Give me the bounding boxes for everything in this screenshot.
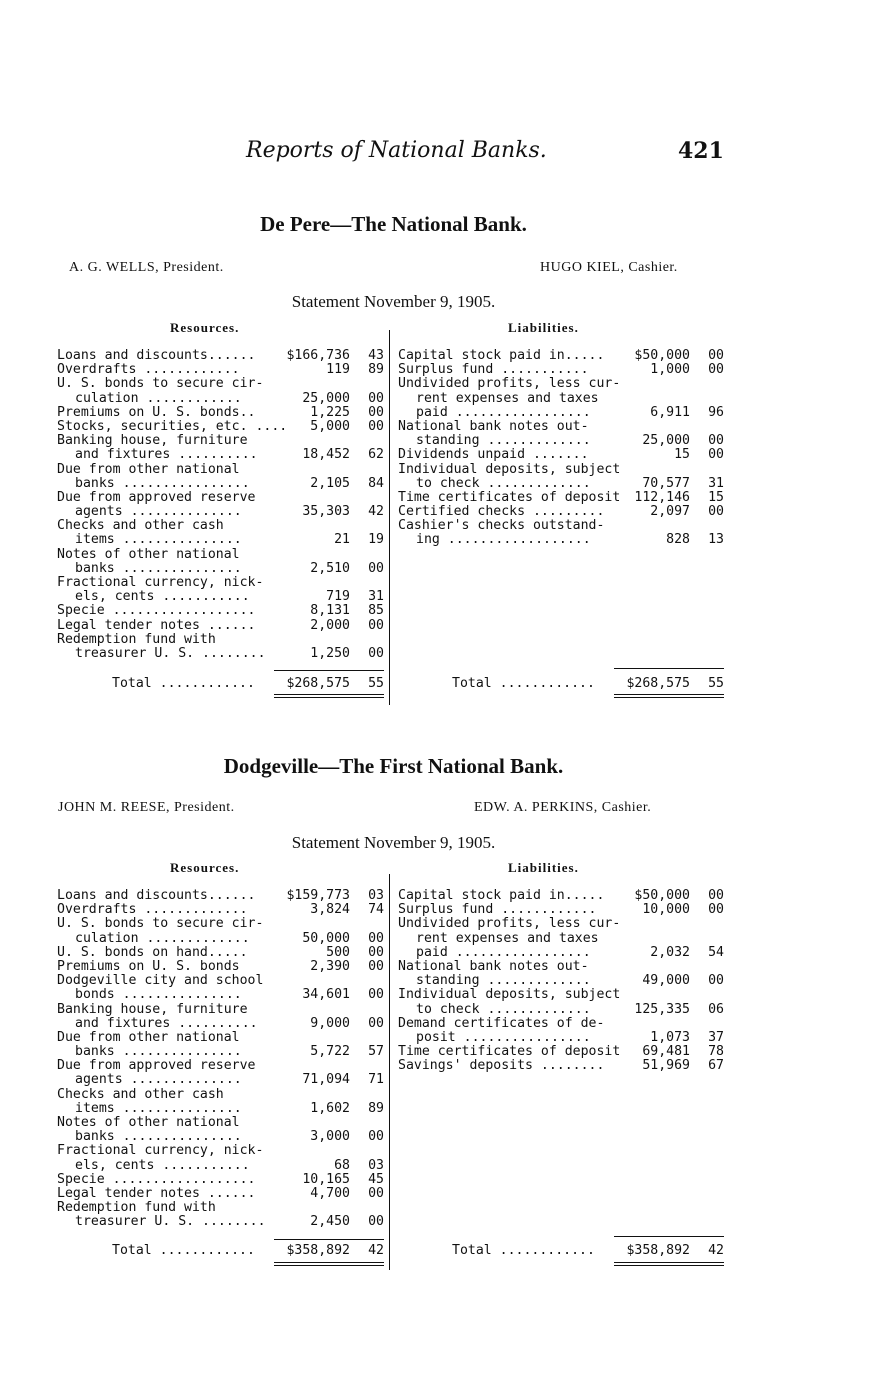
ledger-row xyxy=(57,1187,384,1201)
ledger-row xyxy=(57,562,384,576)
total-double-rule xyxy=(274,694,384,698)
total-cents: 55 xyxy=(368,676,384,691)
item-cents: 00 xyxy=(708,362,724,378)
item-cents: 00 xyxy=(368,987,384,1003)
item-amount: 18,452 xyxy=(302,447,350,463)
ledger-row xyxy=(57,988,384,1002)
resources-list xyxy=(57,889,384,1230)
ledger-row xyxy=(398,420,724,434)
ledger-row xyxy=(398,960,724,974)
item-amount: 1,073 xyxy=(650,1029,690,1045)
ledger-row xyxy=(57,604,384,618)
total-label: Total ............ xyxy=(112,1243,255,1258)
item-amount: 2,105 xyxy=(310,475,350,491)
item-cents: 00 xyxy=(368,418,384,434)
ledger-row xyxy=(57,647,384,661)
ledger-row xyxy=(57,1116,384,1130)
item-cents: 00 xyxy=(708,348,724,363)
item-amount: 5,722 xyxy=(310,1044,350,1060)
item-label: Individual deposits, subject xyxy=(398,461,621,477)
item-label: culation ............ xyxy=(75,390,242,406)
item-label: paid ................. xyxy=(416,404,591,420)
item-amount: $159,773 xyxy=(286,888,350,903)
item-label: rent expenses and taxes xyxy=(416,390,599,406)
item-cents: 00 xyxy=(708,888,724,903)
item-cents: 78 xyxy=(708,1044,724,1060)
total-cents: 55 xyxy=(708,676,724,691)
cashier-name: EDW. A. PERKINS, Cashier. xyxy=(474,800,652,815)
cashier-name: HUGO KIEL, Cashier. xyxy=(540,260,678,275)
total-amount: $268,575 xyxy=(286,676,350,691)
ledger-row xyxy=(57,463,384,477)
item-label: Legal tender notes ...... xyxy=(57,617,256,633)
item-cents: 00 xyxy=(368,390,384,406)
total-amount: $268,575 xyxy=(626,676,690,691)
ledger-row xyxy=(57,1073,384,1087)
item-amount: 68 xyxy=(334,1157,350,1173)
statement-date: Statement November 9, 1905. xyxy=(291,292,496,311)
ledger-row xyxy=(57,406,384,420)
item-cents: 00 xyxy=(368,1214,384,1230)
ledger-row xyxy=(398,491,724,505)
item-label: treasurer U. S. ........ xyxy=(75,1214,266,1230)
item-label: items ............... xyxy=(75,1100,242,1116)
item-label: Undivided profits, less cur- xyxy=(398,916,621,932)
ledger-row xyxy=(57,889,384,903)
item-label: banks ................ xyxy=(75,475,250,491)
item-cents: 00 xyxy=(708,504,724,520)
item-label: Capital stock paid in..... xyxy=(398,348,605,363)
ledger-row xyxy=(398,889,724,903)
ledger-row xyxy=(57,434,384,448)
item-amount: 10,165 xyxy=(302,1171,350,1187)
item-amount: $50,000 xyxy=(634,888,690,903)
item-label: and fixtures .......... xyxy=(75,1015,258,1031)
item-amount: 25,000 xyxy=(642,433,690,449)
ledger-row xyxy=(398,363,724,377)
bank-title: Dodgeville—The First National Bank. xyxy=(223,754,564,778)
total-label: Total ............ xyxy=(452,1243,595,1258)
item-label: Savings' deposits ........ xyxy=(398,1058,605,1074)
item-label: National bank notes out- xyxy=(398,418,589,434)
item-label: Stocks, securities, etc. .... xyxy=(57,418,288,434)
ledger-row xyxy=(57,477,384,491)
item-label: Overdrafts ............. xyxy=(57,902,248,918)
item-cents: 45 xyxy=(368,1171,384,1187)
item-amount: 1,250 xyxy=(310,645,350,661)
item-amount: 71,094 xyxy=(302,1072,350,1088)
item-amount: 2,097 xyxy=(650,504,690,520)
item-cents: 71 xyxy=(368,1072,384,1088)
item-label: Premiums on U. S. bonds xyxy=(57,958,240,974)
item-cents: 96 xyxy=(708,404,724,420)
item-label: Checks and other cash xyxy=(57,518,224,534)
ledger-row xyxy=(398,519,724,533)
president-name: JOHN M. REESE, President. xyxy=(58,800,235,815)
item-amount: 35,303 xyxy=(302,504,350,520)
page-header xyxy=(0,138,887,168)
item-cents: 00 xyxy=(708,902,724,918)
item-cents: 00 xyxy=(368,944,384,960)
ledger-row xyxy=(398,1031,724,1045)
item-label: Due from approved reserve xyxy=(57,489,256,505)
ledger-row xyxy=(57,619,384,633)
item-cents: 15 xyxy=(708,489,724,505)
item-cents: 85 xyxy=(368,603,384,619)
ledger-row xyxy=(398,448,724,462)
item-label: Specie .................. xyxy=(57,1171,256,1187)
item-label: Notes of other national xyxy=(57,546,240,562)
item-cents: 00 xyxy=(368,617,384,633)
ledger-row xyxy=(57,932,384,946)
item-label: Specie .................. xyxy=(57,603,256,619)
item-label: els, cents ........... xyxy=(75,1157,250,1173)
item-label: Dividends unpaid ....... xyxy=(398,447,589,463)
item-label: rent expenses and taxes xyxy=(416,930,599,946)
item-cents: 00 xyxy=(368,958,384,974)
item-cents: 06 xyxy=(708,1001,724,1017)
item-amount: 9,000 xyxy=(310,1015,350,1031)
item-cents: 31 xyxy=(708,475,724,491)
item-amount: 21 xyxy=(334,532,350,548)
item-cents: 00 xyxy=(368,1015,384,1031)
item-cents: 00 xyxy=(368,560,384,576)
item-amount: 34,601 xyxy=(302,987,350,1003)
ledger-row xyxy=(57,917,384,931)
item-cents: 00 xyxy=(368,930,384,946)
item-cents: 89 xyxy=(368,362,384,378)
item-label: Due from other national xyxy=(57,461,240,477)
ledger-row xyxy=(57,420,384,434)
item-cents: 43 xyxy=(368,348,384,363)
ledger-row xyxy=(57,1102,384,1116)
item-cents: 54 xyxy=(708,944,724,960)
total-double-rule xyxy=(614,694,724,698)
total-double-rule xyxy=(614,1262,724,1266)
ledger-row xyxy=(398,434,724,448)
item-cents: 42 xyxy=(368,504,384,520)
item-label: Capital stock paid in..... xyxy=(398,888,605,903)
item-amount: 10,000 xyxy=(642,902,690,918)
item-label: Fractional currency, nick- xyxy=(57,1143,264,1159)
item-label: U. S. bonds on hand..... xyxy=(57,944,248,960)
item-label: bonds ............... xyxy=(75,987,242,1003)
column-divider xyxy=(389,874,390,1270)
item-cents: 00 xyxy=(708,433,724,449)
ledger-row xyxy=(398,392,724,406)
item-amount: 5,000 xyxy=(310,418,350,434)
liabilities-heading: Liabilities. xyxy=(508,320,579,335)
ledger-row xyxy=(57,960,384,974)
resources-heading: Resources. xyxy=(170,860,240,875)
item-label: posit ................ xyxy=(416,1029,591,1045)
item-amount: 4,700 xyxy=(310,1185,350,1201)
ledger-row xyxy=(57,548,384,562)
item-label: Redemption fund with xyxy=(57,631,216,647)
item-cents: 00 xyxy=(708,447,724,463)
ledger-row xyxy=(57,533,384,547)
item-amount: 3,000 xyxy=(310,1129,350,1145)
item-cents: 74 xyxy=(368,902,384,918)
total-rule xyxy=(614,1236,724,1237)
item-amount: 719 xyxy=(326,589,350,605)
item-amount: 8,131 xyxy=(310,603,350,619)
item-cents: 13 xyxy=(708,532,724,548)
item-label: and fixtures .......... xyxy=(75,447,258,463)
item-cents: 19 xyxy=(368,532,384,548)
item-amount: 6,911 xyxy=(650,404,690,420)
item-amount: 112,146 xyxy=(634,489,690,505)
ledger-row xyxy=(57,519,384,533)
item-cents: 57 xyxy=(368,1044,384,1060)
item-amount: 2,000 xyxy=(310,617,350,633)
item-label: Loans and discounts...... xyxy=(57,348,256,363)
item-cents: 00 xyxy=(708,973,724,989)
resources-list xyxy=(57,349,384,661)
item-label: Banking house, furniture xyxy=(57,1001,248,1017)
item-amount: 2,510 xyxy=(310,560,350,576)
item-label: standing ............. xyxy=(416,433,591,449)
resources-heading: Resources. xyxy=(170,320,240,335)
item-label: standing ............. xyxy=(416,973,591,989)
item-cents: 84 xyxy=(368,475,384,491)
ledger-row xyxy=(57,1031,384,1045)
item-label: to check ............. xyxy=(416,1001,591,1017)
item-amount: 2,390 xyxy=(310,958,350,974)
item-label: paid ................. xyxy=(416,944,591,960)
total-double-rule xyxy=(274,1262,384,1266)
total-amount: $358,892 xyxy=(286,1243,350,1258)
ledger-row xyxy=(57,590,384,604)
ledger-row xyxy=(57,903,384,917)
item-amount: 70,577 xyxy=(642,475,690,491)
statement-date: Statement November 9, 1905. xyxy=(291,833,496,852)
item-amount: 2,450 xyxy=(310,1214,350,1230)
item-amount: 3,824 xyxy=(310,902,350,918)
item-label: Demand certificates of de- xyxy=(398,1015,605,1031)
item-amount: 2,032 xyxy=(650,944,690,960)
ledger-row xyxy=(398,505,724,519)
item-label: Certified checks ......... xyxy=(398,504,605,520)
total-rule xyxy=(614,668,724,669)
ledger-row xyxy=(57,633,384,647)
item-label: U. S. bonds to secure cir- xyxy=(57,376,264,392)
item-cents: 37 xyxy=(708,1029,724,1045)
item-cents: 62 xyxy=(368,447,384,463)
item-amount: 15 xyxy=(674,447,690,463)
item-amount: 1,602 xyxy=(310,1100,350,1116)
ledger-row xyxy=(398,377,724,391)
item-label: Fractional currency, nick- xyxy=(57,575,264,590)
liabilities-list xyxy=(398,889,724,1073)
ledger-row xyxy=(398,974,724,988)
ledger-row xyxy=(57,1215,384,1229)
ledger-row xyxy=(57,946,384,960)
ledger-row xyxy=(57,1144,384,1158)
ledger-row xyxy=(57,974,384,988)
item-label: Redemption fund with xyxy=(57,1200,216,1216)
item-amount: 1,225 xyxy=(310,404,350,420)
item-cents: 00 xyxy=(368,404,384,420)
item-label: banks ............... xyxy=(75,1129,242,1145)
ledger-row xyxy=(398,1017,724,1031)
item-label: ing .................. xyxy=(416,532,591,548)
item-label: U. S. bonds to secure cir- xyxy=(57,916,264,932)
item-amount: $50,000 xyxy=(634,348,690,363)
item-amount: 828 xyxy=(666,532,690,548)
item-label: Individual deposits, subject xyxy=(398,987,621,1003)
ledger-row xyxy=(57,392,384,406)
item-amount: 25,000 xyxy=(302,390,350,406)
ledger-row xyxy=(398,533,724,547)
ledger-row xyxy=(57,491,384,505)
ledger-row xyxy=(57,377,384,391)
ledger-row xyxy=(57,1159,384,1173)
ledger-row xyxy=(398,463,724,477)
item-amount: 125,335 xyxy=(634,1001,690,1017)
ledger-row xyxy=(398,946,724,960)
item-label: Due from other national xyxy=(57,1029,240,1045)
president-name: A. G. WELLS, President. xyxy=(69,260,224,275)
item-label: Surplus fund ........... xyxy=(398,362,589,378)
liabilities-list xyxy=(398,349,724,548)
ledger-row xyxy=(57,1059,384,1073)
ledger-row xyxy=(398,477,724,491)
ledger-row xyxy=(398,1045,724,1059)
total-rule xyxy=(274,670,384,671)
item-label: Legal tender notes ...... xyxy=(57,1185,256,1201)
item-label: Checks and other cash xyxy=(57,1086,224,1102)
item-label: agents .............. xyxy=(75,504,242,520)
ledger-row xyxy=(398,406,724,420)
item-label: els, cents ........... xyxy=(75,589,250,605)
ledger-row xyxy=(57,1017,384,1031)
ledger-row xyxy=(398,349,724,363)
item-amount: 51,969 xyxy=(642,1058,690,1074)
ledger-row xyxy=(398,1059,724,1073)
column-divider xyxy=(389,330,390,705)
item-label: National bank notes out- xyxy=(398,958,589,974)
item-cents: 31 xyxy=(368,589,384,605)
item-label: Dodgeville city and school xyxy=(57,973,264,989)
ledger-row xyxy=(57,505,384,519)
item-amount: 500 xyxy=(326,944,350,960)
bank-title: De Pere—The National Bank. xyxy=(260,212,527,236)
item-label: Due from approved reserve xyxy=(57,1058,256,1074)
item-cents: 03 xyxy=(368,888,384,903)
ledger-row xyxy=(57,1045,384,1059)
item-cents: 00 xyxy=(368,1185,384,1201)
ledger-row xyxy=(398,988,724,1002)
ledger-row xyxy=(57,576,384,590)
item-amount: $166,736 xyxy=(286,348,350,363)
item-cents: 67 xyxy=(708,1058,724,1074)
item-label: banks ............... xyxy=(75,560,242,576)
item-label: Premiums on U. S. bonds.. xyxy=(57,404,256,420)
item-label: Time certificates of deposit xyxy=(398,489,621,505)
item-amount: 69,481 xyxy=(642,1044,690,1060)
ledger-row xyxy=(398,932,724,946)
item-amount: 50,000 xyxy=(302,930,350,946)
total-cents: 42 xyxy=(368,1243,384,1258)
item-label: Surplus fund ............ xyxy=(398,902,597,918)
item-label: Overdrafts ............ xyxy=(57,362,240,378)
item-label: agents .............. xyxy=(75,1072,242,1088)
item-amount: 1,000 xyxy=(650,362,690,378)
ledger-row xyxy=(398,1003,724,1017)
ledger-row xyxy=(57,1201,384,1215)
item-label: Notes of other national xyxy=(57,1115,240,1130)
item-label: culation ............. xyxy=(75,930,250,946)
ledger-row xyxy=(398,917,724,931)
total-cents: 42 xyxy=(708,1243,724,1258)
ledger-row xyxy=(57,448,384,462)
item-cents: 00 xyxy=(368,1129,384,1145)
total-label: Total ............ xyxy=(112,676,255,691)
item-label: Time certificates of deposit xyxy=(398,1044,621,1060)
item-label: Loans and discounts...... xyxy=(57,888,256,903)
ledger-row xyxy=(398,903,724,917)
item-amount: 119 xyxy=(326,362,350,378)
item-label: to check ............. xyxy=(416,475,591,491)
item-label: Banking house, furniture xyxy=(57,433,248,449)
total-amount: $358,892 xyxy=(626,1243,690,1258)
item-cents: 00 xyxy=(368,645,384,661)
item-label: items ............... xyxy=(75,532,242,548)
ledger-row xyxy=(57,363,384,377)
item-amount: 49,000 xyxy=(642,973,690,989)
ledger-row xyxy=(57,1003,384,1017)
item-label: Cashier's checks outstand- xyxy=(398,518,605,534)
item-label: banks ............... xyxy=(75,1044,242,1060)
item-label: treasurer U. S. ........ xyxy=(75,645,266,661)
ledger-row xyxy=(57,1173,384,1187)
total-rule xyxy=(274,1239,384,1240)
ledger-row xyxy=(57,1088,384,1102)
total-label: Total ............ xyxy=(452,676,595,691)
liabilities-heading: Liabilities. xyxy=(508,860,579,875)
ledger-row xyxy=(57,1130,384,1144)
item-cents: 03 xyxy=(368,1157,384,1173)
page-number: 421 xyxy=(678,138,724,164)
item-cents: 89 xyxy=(368,1100,384,1116)
running-title: Reports of National Banks. xyxy=(246,138,547,163)
ledger-row xyxy=(57,349,384,363)
item-label: Undivided profits, less cur- xyxy=(398,376,621,392)
